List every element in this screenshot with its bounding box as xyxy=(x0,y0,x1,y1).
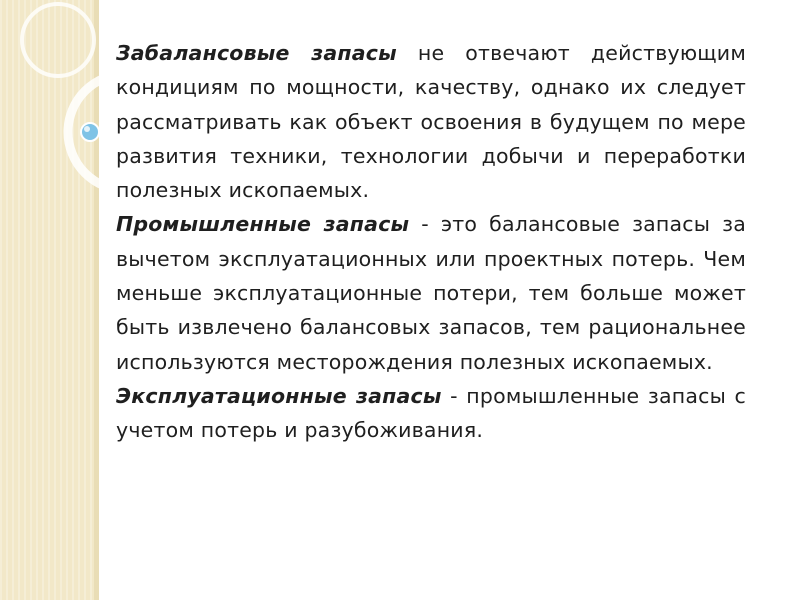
term-off-balance-reserves: Забалансовые запасы xyxy=(116,41,397,65)
panel-stripes xyxy=(0,0,94,600)
panel-edge xyxy=(94,0,99,600)
definition-operational-reserves: - промышленные запасы с учетом потерь и разубоживания. xyxy=(116,383,746,443)
decorative-side-panel xyxy=(0,0,94,600)
term-operational-reserves: Эксплуатационные запасы xyxy=(116,383,442,408)
slide-text xyxy=(116,36,746,448)
definition-industrial-reserves: - это балансовые запасы за вычетом эксплуатационных или проектных потерь. Чем меньше эксплуатационные потери, тем больше может быть извлечено балансовых запасов, тем рациональнее используются месторождения полезных ископаемых. xyxy=(116,212,746,374)
paragraph-industrial-reserves xyxy=(116,207,746,378)
definition-off-balance-reserves: не отвечают действующим кондициям по мощности, качеству, однако их следует рассматривать как объект освоения в будущем по мере развития техники, технологии добычи и переработки полезных ископаемых. xyxy=(116,41,746,203)
paragraph-operational-reserves xyxy=(116,379,746,448)
paragraph-off-balance-reserves xyxy=(116,36,746,207)
term-industrial-reserves: Промышленные запасы xyxy=(116,212,410,237)
